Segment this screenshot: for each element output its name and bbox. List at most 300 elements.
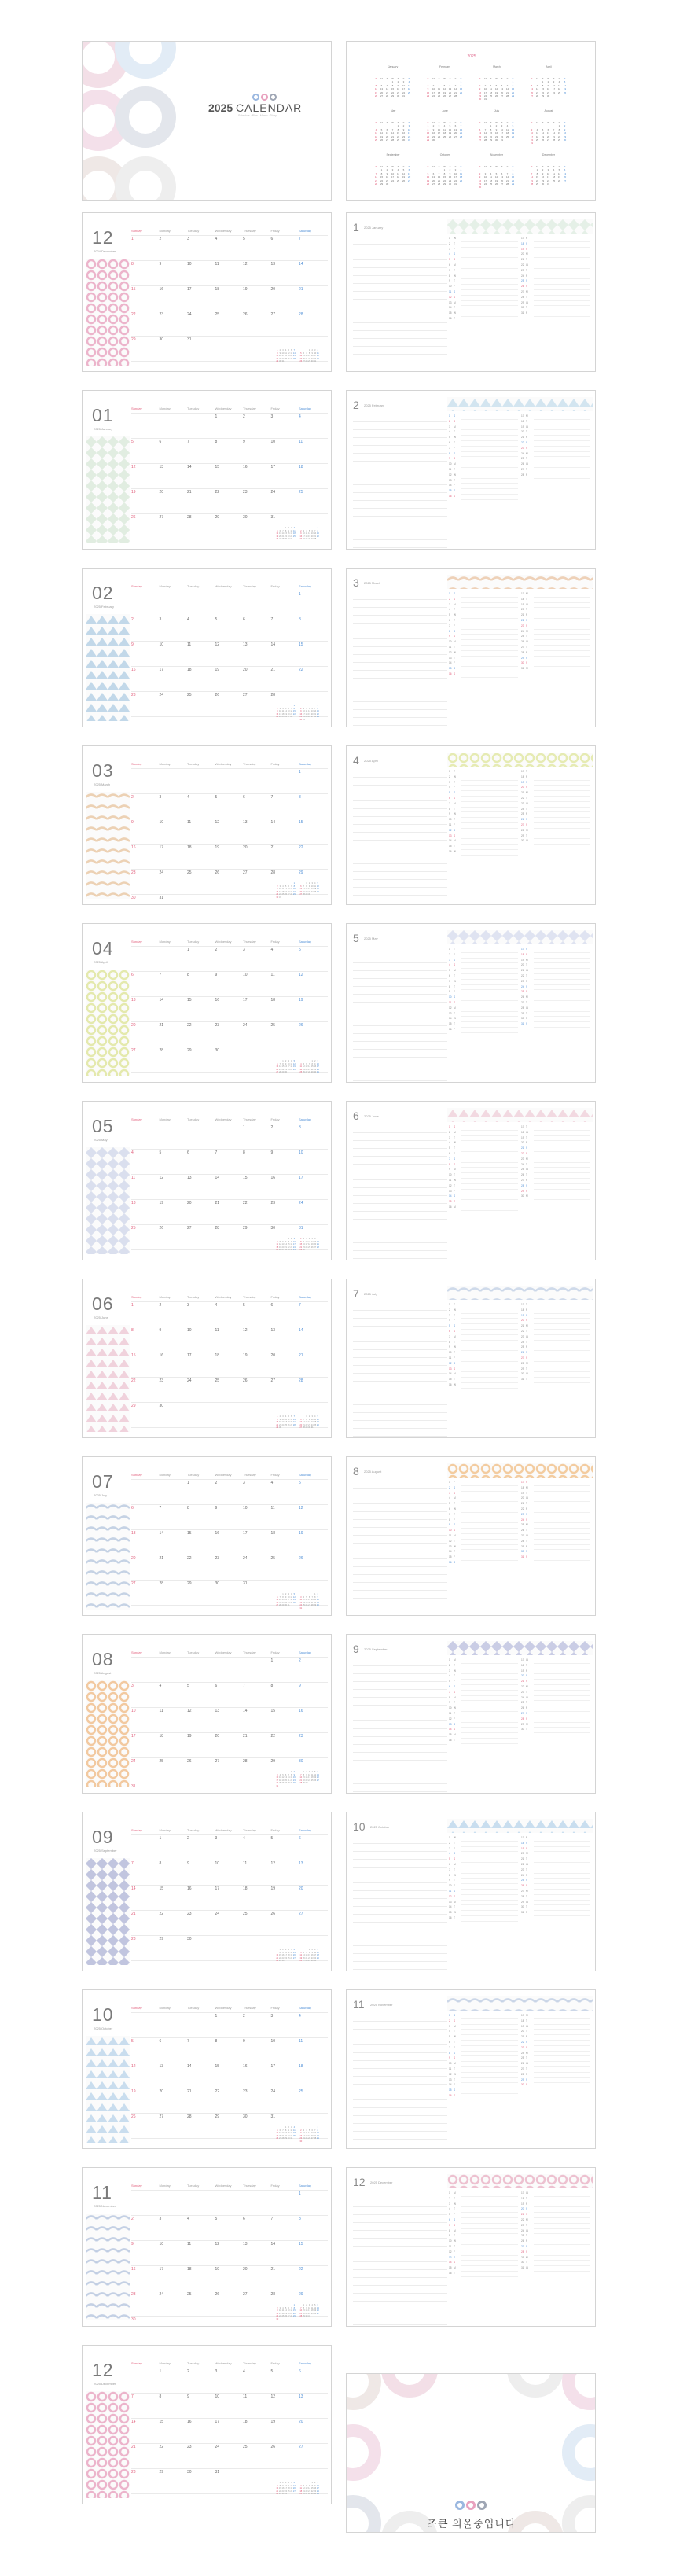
schedule-day-row[interactable] [521,1341,590,1346]
day-cell[interactable] [160,312,186,337]
day-cell[interactable] [271,1303,297,1328]
memo-line[interactable] [353,1852,447,1860]
memo-line[interactable] [353,276,447,284]
memo-line[interactable] [353,355,447,362]
day-cell[interactable] [243,312,269,337]
day-cell[interactable] [299,1531,325,1556]
schedule-day-row[interactable] [449,1900,518,1909]
day-cell[interactable] [187,1531,213,1556]
day-cell[interactable] [187,2064,213,2089]
day-cell[interactable] [187,515,213,540]
day-cell[interactable] [215,820,241,845]
schedule-day-row[interactable] [521,1890,590,1895]
memo-line[interactable] [353,1065,447,1073]
day-cell[interactable] [131,1759,157,1784]
day-cell[interactable] [271,465,297,490]
day-cell[interactable] [215,693,241,718]
memo-line[interactable] [353,2014,447,2022]
memo-line[interactable] [353,1172,447,1180]
schedule-day-row[interactable] [449,1550,518,1555]
memo-line[interactable] [353,1141,447,1149]
memo-line[interactable] [353,639,447,647]
schedule-day-row[interactable] [521,274,590,283]
memo-line[interactable] [353,1081,447,1083]
day-cell[interactable] [160,490,186,515]
day-cell[interactable] [160,1353,186,1378]
day-cell[interactable] [187,668,213,693]
day-cell[interactable] [131,490,157,515]
day-cell[interactable] [299,1023,325,1048]
day-cell[interactable] [243,1684,269,1709]
schedule-day-row[interactable] [521,1857,590,1863]
day-cell[interactable] [187,1201,213,1226]
day-cell[interactable] [160,1303,186,1328]
day-cell[interactable] [131,642,157,668]
memo-line[interactable] [353,801,447,809]
day-cell[interactable] [299,262,325,287]
memo-line[interactable] [353,2239,447,2247]
day-cell[interactable] [243,1836,269,1861]
memo-line[interactable] [353,1157,447,1165]
day-cell[interactable] [299,2420,325,2445]
memo-line[interactable] [353,2108,447,2116]
schedule-day-row[interactable] [521,462,590,468]
day-cell[interactable] [299,1150,325,1176]
day-cell[interactable] [160,1506,186,1531]
schedule-day-row[interactable] [521,2213,590,2218]
day-cell[interactable] [299,440,325,465]
memo-line[interactable] [353,532,447,540]
memo-line[interactable] [353,2231,447,2239]
day-cell[interactable] [299,1176,325,1201]
schedule-day-row[interactable] [521,1895,590,1901]
schedule-day-row[interactable] [521,457,590,462]
day-cell[interactable] [299,2394,325,2420]
schedule-day-row[interactable] [521,252,590,258]
day-cell[interactable] [243,617,269,642]
schedule-day-row[interactable] [521,1157,590,1163]
memo-line[interactable] [353,2199,447,2207]
memo-line[interactable] [353,1327,447,1334]
schedule-day-row[interactable] [521,834,590,843]
day-cell[interactable] [187,312,213,337]
schedule-day-row[interactable] [449,2191,518,2197]
day-cell[interactable] [160,2369,186,2394]
day-cell[interactable] [131,1684,157,1709]
day-cell[interactable] [215,262,241,287]
schedule-day-row[interactable] [521,948,590,953]
memo-line[interactable] [353,2061,447,2069]
schedule-day-row[interactable] [521,1701,590,1706]
schedule-day-row[interactable] [449,656,518,665]
schedule-day-row[interactable] [449,839,518,845]
day-cell[interactable] [243,2369,269,2394]
memo-line[interactable] [353,2147,447,2149]
schedule-day-row[interactable] [521,1685,590,1691]
day-cell[interactable] [299,1556,325,1581]
memo-line[interactable] [353,1690,447,1698]
memo-line[interactable] [353,1350,447,1358]
schedule-day-row[interactable] [449,1680,518,1685]
schedule-day-row[interactable] [449,1507,518,1513]
day-cell[interactable] [215,668,241,693]
schedule-day-row[interactable] [521,2067,590,2073]
schedule-day-row[interactable] [521,1184,590,1190]
day-cell[interactable] [187,1481,213,1506]
schedule-day-row[interactable] [521,1351,590,1356]
day-cell[interactable] [187,693,213,718]
day-cell[interactable] [299,2014,325,2039]
day-cell[interactable] [299,1125,325,1150]
schedule-day-row[interactable] [449,2062,518,2067]
day-cell[interactable] [160,1684,186,1709]
day-cell[interactable] [160,1581,186,1606]
day-cell[interactable] [243,414,269,440]
day-cell[interactable] [160,973,186,998]
day-cell[interactable] [187,465,213,490]
memo-line[interactable] [353,362,447,370]
day-cell[interactable] [299,414,325,440]
schedule-day-row[interactable] [449,1911,518,1916]
day-cell[interactable] [271,1861,297,1886]
memo-line[interactable] [353,2286,447,2294]
memo-line[interactable] [353,2030,447,2037]
memo-line[interactable] [353,2262,447,2270]
schedule-day-row[interactable] [449,2056,518,2062]
schedule-day-row[interactable] [521,1502,590,1507]
day-cell[interactable] [187,287,213,312]
memo-line[interactable] [353,446,447,454]
schedule-day-row[interactable] [449,807,518,816]
schedule-day-row[interactable] [521,1555,590,1561]
memo-line[interactable] [353,848,447,856]
schedule-day-row[interactable] [521,2191,590,2197]
day-cell[interactable] [271,1125,297,1150]
memo-line[interactable] [353,694,447,702]
schedule-day-row[interactable] [449,1308,518,1314]
day-cell[interactable] [215,2217,241,2242]
schedule-day-row[interactable] [449,1163,518,1168]
schedule-day-row[interactable] [449,451,518,461]
memo-line[interactable] [353,616,447,624]
day-cell[interactable] [131,515,157,540]
memo-line[interactable] [353,1682,447,1690]
memo-line[interactable] [353,1899,447,1907]
memo-line[interactable] [353,2325,447,2327]
schedule-day-row[interactable] [521,1372,590,1378]
schedule-day-row[interactable] [521,1680,590,1685]
memo-line[interactable] [353,2077,447,2085]
day-cell[interactable] [243,2014,269,2039]
memo-line[interactable] [353,268,447,276]
day-cell[interactable] [160,1836,186,1861]
memo-line[interactable] [353,1003,447,1010]
memo-line[interactable] [353,592,447,600]
schedule-day-row[interactable] [449,1200,518,1205]
schedule-day-row[interactable] [449,1701,518,1706]
schedule-day-row[interactable] [449,1916,518,1922]
memo-line[interactable] [353,292,447,300]
day-cell[interactable] [187,2292,213,2317]
memo-line[interactable] [353,1034,447,1042]
day-cell[interactable] [131,2420,157,2445]
day-cell[interactable] [131,668,157,693]
day-cell[interactable] [215,642,241,668]
schedule-day-row[interactable] [521,2239,590,2245]
day-cell[interactable] [215,2064,241,2089]
schedule-day-row[interactable] [521,661,590,667]
schedule-day-row[interactable] [449,1362,518,1367]
day-cell[interactable] [131,1201,157,1226]
schedule-day-row[interactable] [449,1863,518,1868]
memo-line[interactable] [353,1768,447,1776]
day-cell[interactable] [187,2267,213,2292]
schedule-day-row[interactable] [521,1879,590,1884]
memo-line[interactable] [353,1776,447,1784]
memo-line[interactable] [353,1583,447,1591]
schedule-day-row[interactable] [521,2083,590,2088]
day-cell[interactable] [215,2470,241,2495]
day-cell[interactable] [243,1378,269,1404]
day-cell[interactable] [215,1759,241,1784]
schedule-day-row[interactable] [449,1372,518,1378]
schedule-day-row[interactable] [521,279,590,285]
schedule-day-row[interactable] [449,269,518,274]
day-cell[interactable] [187,998,213,1023]
schedule-day-row[interactable] [521,2073,590,2078]
day-cell[interactable] [160,1404,186,1429]
day-cell[interactable] [160,998,186,1023]
schedule-day-row[interactable] [521,980,590,985]
schedule-day-row[interactable] [449,2245,518,2250]
day-cell[interactable] [187,1303,213,1328]
day-cell[interactable] [243,693,269,718]
memo-line[interactable] [353,1860,447,1868]
memo-line[interactable] [353,1784,447,1792]
day-cell[interactable] [215,1709,241,1734]
memo-line[interactable] [353,825,447,833]
memo-line[interactable] [353,987,447,995]
day-cell[interactable] [271,998,297,1023]
schedule-day-row[interactable] [449,2019,518,2025]
day-cell[interactable] [243,262,269,287]
day-cell[interactable] [215,1912,241,1937]
day-cell[interactable] [215,2242,241,2267]
day-cell[interactable] [160,1023,186,1048]
memo-line[interactable] [353,686,447,694]
memo-line[interactable] [353,548,447,550]
day-cell[interactable] [243,1709,269,1734]
schedule-day-row[interactable] [521,635,590,640]
day-cell[interactable] [243,1201,269,1226]
schedule-day-row[interactable] [449,834,518,843]
schedule-day-row[interactable] [449,1194,518,1200]
day-cell[interactable] [299,592,325,617]
schedule-day-row[interactable] [449,248,518,253]
schedule-day-row[interactable] [449,2202,518,2211]
schedule-day-row[interactable] [449,1691,518,1696]
day-cell[interactable] [215,1506,241,1531]
schedule-day-row[interactable] [449,1135,518,1145]
day-cell[interactable] [131,2292,157,2317]
schedule-day-row[interactable] [521,829,590,834]
day-cell[interactable] [215,1861,241,1886]
day-cell[interactable] [160,896,186,905]
day-cell[interactable] [215,1226,241,1251]
schedule-day-row[interactable] [449,1152,518,1157]
day-cell[interactable] [131,2039,157,2064]
schedule-day-row[interactable] [521,1194,590,1200]
memo-line[interactable] [353,1915,447,1923]
day-cell[interactable] [215,1481,241,1506]
schedule-day-row[interactable] [449,479,518,484]
memo-line[interactable] [353,430,447,438]
day-cell[interactable] [299,1353,325,1378]
day-cell[interactable] [131,896,157,905]
schedule-day-row[interactable] [521,1378,590,1383]
memo-line[interactable] [353,1907,447,1915]
day-cell[interactable] [243,998,269,1023]
memo-line[interactable] [353,995,447,1003]
schedule-day-row[interactable] [521,1723,590,1728]
schedule-day-row[interactable] [449,274,518,283]
day-cell[interactable] [131,1048,157,1073]
day-cell[interactable] [243,465,269,490]
day-cell[interactable] [215,2089,241,2114]
memo-line[interactable] [353,2085,447,2092]
memo-line[interactable] [353,1938,447,1946]
day-cell[interactable] [131,262,157,287]
schedule-day-row[interactable] [521,425,590,434]
memo-line[interactable] [353,1429,447,1437]
day-cell[interactable] [215,2369,241,2394]
schedule-day-row[interactable] [521,1345,590,1351]
day-cell[interactable] [215,870,241,896]
day-cell[interactable] [187,2089,213,2114]
day-cell[interactable] [299,1658,325,1684]
schedule-day-row[interactable] [449,425,518,434]
day-cell[interactable] [299,1836,325,1861]
schedule-day-row[interactable] [521,1330,590,1335]
day-cell[interactable] [271,1734,297,1759]
schedule-day-row[interactable] [521,613,590,619]
memo-line[interactable] [353,493,447,501]
day-cell[interactable] [160,1531,186,1556]
schedule-day-row[interactable] [449,974,518,980]
schedule-day-row[interactable] [449,775,518,781]
memo-line[interactable] [353,663,447,671]
schedule-day-row[interactable] [449,672,518,678]
memo-line[interactable] [353,462,447,469]
schedule-day-row[interactable] [521,2062,590,2067]
schedule-day-row[interactable] [449,1874,518,1879]
memo-line[interactable] [353,1149,447,1157]
schedule-day-row[interactable] [521,1523,590,1529]
day-cell[interactable] [243,1531,269,1556]
day-cell[interactable] [243,1328,269,1353]
memo-line[interactable] [353,1212,447,1220]
day-cell[interactable] [243,795,269,820]
day-cell[interactable] [187,2217,213,2242]
schedule-day-row[interactable] [521,651,590,657]
schedule-day-row[interactable] [449,2272,518,2277]
memo-line[interactable] [353,979,447,987]
day-cell[interactable] [187,820,213,845]
memo-line[interactable] [353,1188,447,1196]
day-cell[interactable] [160,1937,186,1962]
day-cell[interactable] [243,845,269,870]
day-cell[interactable] [299,2267,325,2292]
day-cell[interactable] [160,668,186,693]
day-cell[interactable] [215,2267,241,2292]
memo-line[interactable] [353,778,447,786]
day-cell[interactable] [131,1023,157,1048]
day-cell[interactable] [187,237,213,262]
day-cell[interactable] [187,1176,213,1201]
day-cell[interactable] [160,642,186,668]
day-cell[interactable] [271,414,297,440]
schedule-day-row[interactable] [449,2014,518,2019]
schedule-day-row[interactable] [521,1163,590,1168]
schedule-day-row[interactable] [521,2228,590,2238]
day-cell[interactable] [299,237,325,262]
day-cell[interactable] [299,1886,325,1912]
schedule-day-row[interactable] [521,2051,590,2060]
day-cell[interactable] [299,770,325,795]
memo-line[interactable] [353,2140,447,2147]
memo-line[interactable] [353,2294,447,2302]
day-cell[interactable] [160,693,186,718]
schedule-day-row[interactable] [449,1205,518,1211]
schedule-day-row[interactable] [449,1345,518,1351]
schedule-day-row[interactable] [449,2025,518,2030]
memo-line[interactable] [353,2317,447,2325]
day-cell[interactable] [187,440,213,465]
schedule-day-row[interactable] [521,640,590,646]
day-cell[interactable] [271,1023,297,1048]
day-cell[interactable] [131,1886,157,1912]
memo-line[interactable] [353,718,447,726]
day-cell[interactable] [131,1506,157,1531]
day-cell[interactable] [160,1759,186,1784]
memo-line[interactable] [353,880,447,888]
day-cell[interactable] [187,2369,213,2394]
schedule-day-row[interactable] [521,1362,590,1367]
memo-line[interactable] [353,2278,447,2286]
day-cell[interactable] [243,1226,269,1251]
memo-line[interactable] [353,517,447,524]
day-cell[interactable] [243,1759,269,1784]
memo-line[interactable] [353,1792,447,1794]
day-cell[interactable] [131,2242,157,2267]
schedule-day-row[interactable] [449,1486,518,1492]
day-cell[interactable] [187,1937,213,1962]
day-cell[interactable] [243,287,269,312]
schedule-day-row[interactable] [521,436,590,441]
schedule-day-row[interactable] [449,430,518,436]
day-cell[interactable] [215,2014,241,2039]
day-cell[interactable] [215,515,241,540]
schedule-day-row[interactable] [521,786,590,791]
schedule-day-row[interactable] [449,624,518,630]
memo-line[interactable] [353,872,447,880]
schedule-day-row[interactable] [521,1658,590,1664]
day-cell[interactable] [215,2394,241,2420]
day-cell[interactable] [271,1912,297,1937]
schedule-day-row[interactable] [521,592,590,598]
schedule-day-row[interactable] [449,2250,518,2256]
day-cell[interactable] [243,1481,269,1506]
